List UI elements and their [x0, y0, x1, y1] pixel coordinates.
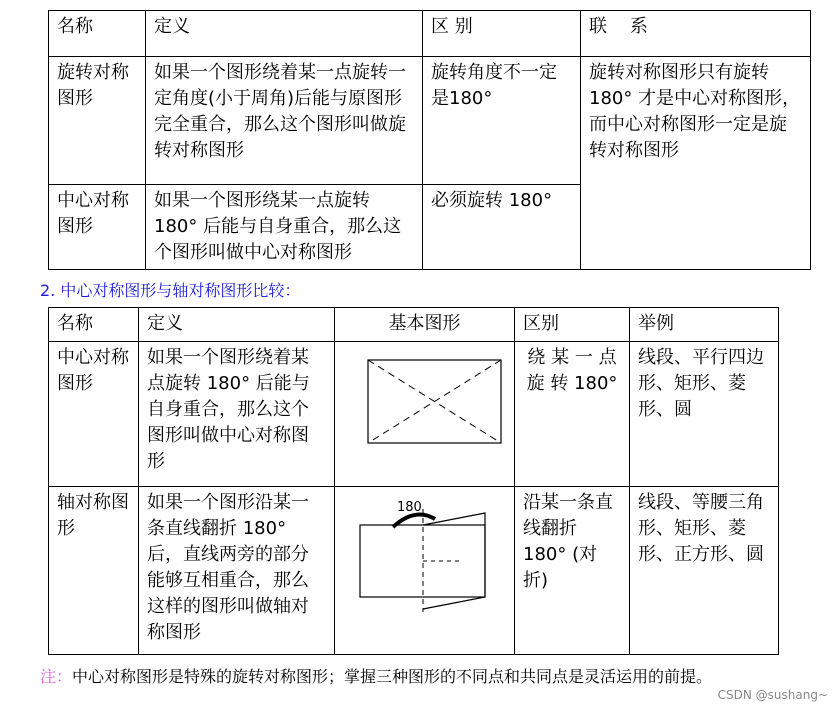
name-cell: 中心对称图形 — [49, 342, 139, 487]
definition-cell: 如果一个图形绕着某一点旋转一定角度(小于周角)后能与原图形完全重合，那么这个图形叫做旋转对称图形 — [146, 57, 423, 185]
header-cell: 举例 — [630, 308, 779, 342]
fold-figure — [335, 487, 515, 617]
footnote-label: 注： — [40, 667, 73, 686]
table-row — [49, 487, 779, 655]
header-cell: 基本图形 — [335, 308, 515, 342]
table-row — [49, 342, 779, 487]
definition-cell: 如果一个图形绕着某点旋转 180° 后能与自身重合，那么这个图形叫做中心对称图形 — [139, 342, 335, 487]
difference-cell: 绕 某 一 点 旋 转 180° — [515, 342, 630, 487]
header-cell: 区 别 — [423, 11, 581, 57]
section-title: 2. 中心对称图形与轴对称图形比较： — [40, 281, 301, 300]
relation-cell: 旋转对称图形只有旋转 180° 才是中心对称图形，而中心对称图形一定是旋转对称图形 — [581, 57, 811, 270]
footnote — [40, 664, 712, 687]
difference-cell: 沿某一条直线翻折 180° (对折) — [515, 487, 630, 655]
watermark: CSDN @sushang~ — [717, 688, 828, 702]
difference-cell: 必须旋转 180° — [423, 185, 581, 270]
examples-cell: 线段、等腰三角形、矩形、菱形、正方形、圆 — [630, 487, 779, 655]
table-header-row — [49, 11, 811, 57]
header-cell: 定义 — [139, 308, 335, 342]
header-cell: 区别 — [515, 308, 630, 342]
name-cell: 中心对称图形 — [49, 185, 146, 270]
difference-cell: 旋转角度不一定是180° — [423, 57, 581, 185]
comparison-table-symmetry — [48, 307, 779, 655]
header-cell: 定义 — [146, 11, 423, 57]
definition-cell: 如果一个图形沿某一条直线翻折 180° 后，直线两旁的部分能够互相重合，那么这样的图形叫做轴对称图形 — [139, 487, 335, 655]
rectangle-shape — [360, 525, 485, 597]
examples-cell: 线段、平行四边形、矩形、菱形、圆 — [630, 342, 779, 487]
name-cell: 轴对称图形 — [49, 487, 139, 655]
header-cell: 联 系 — [581, 11, 811, 57]
table-header-row — [49, 308, 779, 342]
figure-cell — [335, 342, 515, 487]
name-cell: 旋转对称图形 — [49, 57, 146, 185]
comparison-table-rotation — [48, 10, 811, 270]
header-cell: 名称 — [49, 11, 146, 57]
footnote-text: 中心对称图形是特殊的旋转对称图形；掌握三种图形的不同点和共同点是灵活运用的前提。 — [72, 667, 713, 686]
table-row — [49, 57, 811, 185]
header-cell: 名称 — [49, 308, 139, 342]
figure-label: 180 — [397, 500, 422, 515]
rectangle-diagonals-figure — [335, 352, 515, 452]
figure-cell — [335, 487, 515, 655]
definition-cell: 如果一个图形绕某一点旋转 180° 后能与自身重合，那么这个图形叫做中心对称图形 — [146, 185, 423, 270]
